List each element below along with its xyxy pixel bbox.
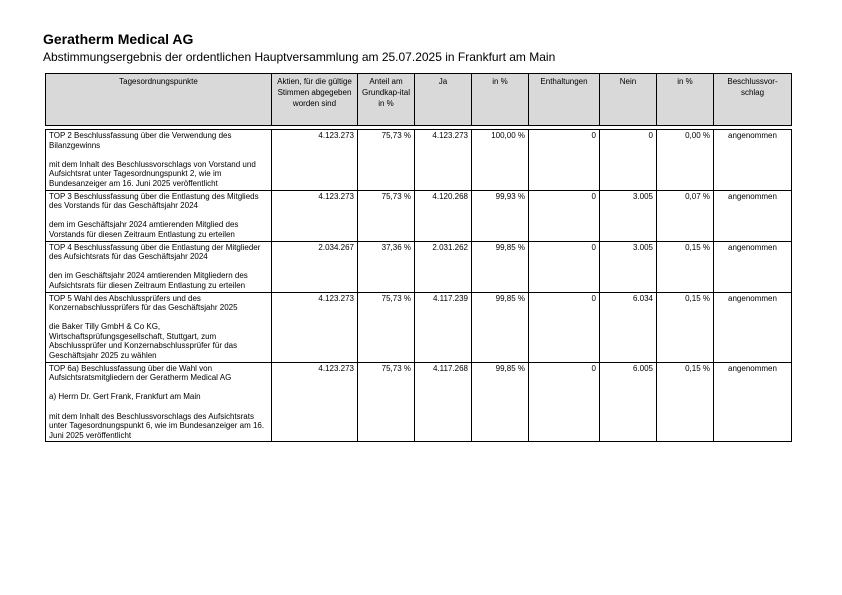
proposal-result-cell: angenommen: [714, 362, 792, 442]
column-header: Beschlussvor-schlag: [714, 74, 792, 126]
no-pct-cell: 0,07 %: [657, 190, 714, 241]
column-header: Tagesordnungspunkte: [46, 74, 272, 126]
capital-pct-cell: 75,73 %: [358, 190, 415, 241]
no-pct-cell: 0,00 %: [657, 130, 714, 191]
abstentions-cell: 0: [529, 190, 600, 241]
column-header: Nein: [600, 74, 657, 126]
abstentions-cell: 0: [529, 130, 600, 191]
capital-pct-cell: 75,73 %: [358, 130, 415, 191]
voting-results-table: [45, 73, 792, 442]
no-cell: 6.034: [600, 292, 657, 362]
yes-cell: 4.117.239: [415, 292, 472, 362]
shares-cell: 4.123.273: [272, 362, 358, 442]
yes-cell: 2.031.262: [415, 241, 472, 292]
abstentions-cell: 0: [529, 292, 600, 362]
no-pct-cell: 0,15 %: [657, 292, 714, 362]
shares-cell: 4.123.273: [272, 130, 358, 191]
document-title: Geratherm Medical AG: [43, 31, 194, 47]
no-pct-cell: 0,15 %: [657, 241, 714, 292]
proposal-result-cell: angenommen: [714, 130, 792, 191]
yes-pct-cell: 99,85 %: [472, 362, 529, 442]
yes-cell: 4.123.273: [415, 130, 472, 191]
no-cell: 6.005: [600, 362, 657, 442]
yes-pct-cell: 99,85 %: [472, 241, 529, 292]
no-pct-cell: 0,15 %: [657, 362, 714, 442]
yes-pct-cell: 100,00 %: [472, 130, 529, 191]
no-cell: 3.005: [600, 190, 657, 241]
shares-cell: 2.034.267: [272, 241, 358, 292]
table-row: [46, 292, 792, 362]
table-row: [46, 190, 792, 241]
yes-pct-cell: 99,93 %: [472, 190, 529, 241]
proposal-result-cell: angenommen: [714, 241, 792, 292]
agenda-item-cell: TOP 6a) Beschlussfassung über die Wahl von Aufsichtsratsmitgliedern der Geratherm Medical AG a) Herrn Dr. Gert Frank, Frankfurt am Main mit dem Inhalt des Beschlussvorschlags des Aufsichtsrats unter Tagesordnungspunkt 6, wie im Bundesanzeiger am 16. Juni 2025 veröffentlicht: [46, 362, 272, 442]
yes-pct-cell: 99,85 %: [472, 292, 529, 362]
no-cell: 3.005: [600, 241, 657, 292]
proposal-result-cell: angenommen: [714, 190, 792, 241]
abstentions-cell: 0: [529, 362, 600, 442]
column-header: Ja: [415, 74, 472, 126]
no-cell: 0: [600, 130, 657, 191]
proposal-result-cell: angenommen: [714, 292, 792, 362]
capital-pct-cell: 75,73 %: [358, 292, 415, 362]
table-header-row: [46, 74, 792, 126]
table-row: [46, 241, 792, 292]
column-header: in %: [657, 74, 714, 126]
column-header: Aktien, für die gültige Stimmen abgegeben worden sind: [272, 74, 358, 126]
column-header: Enthaltungen: [529, 74, 600, 126]
agenda-item-cell: TOP 2 Beschlussfassung über die Verwendung des Bilanzgewinns mit dem Inhalt des Beschlussvorschlags von Vorstand und Aufsichtsrat unter Tagesordnungspunkt 2, wie im Bundesanzeiger am 16. Juni 2025 veröffentlicht: [46, 130, 272, 191]
shares-cell: 4.123.273: [272, 190, 358, 241]
agenda-item-cell: TOP 5 Wahl des Abschlussprüfers und des Konzernabschlussprüfers für das Geschäftsjahr 2025 die Baker Tilly GmbH & Co KG, Wirtschaftsprüfungsgesellschaft, Stuttgart, zum Abschlussprüfer und Konzernabschlussprüfer für das Geschäftsjahr 2025 zu wählen: [46, 292, 272, 362]
agenda-item-cell: TOP 3 Beschlussfassung über die Entlastung des Mitglieds des Vorstands für das Geschäftsjahr 2024 dem im Geschäftsjahr 2024 amtierenden Mitglied des Vorstands für diesen Zeitraum Entlastung zu erteilen: [46, 190, 272, 241]
agenda-item-cell: TOP 4 Beschlussfassung über die Entlastung der Mitglieder des Aufsichtsrats für das Geschäftsjahr 2024 den im Geschäftsjahr 2024 amtierenden Mitgliedern des Aufsichtsrats für diesen Zeitraum Entlastung zu erteilen: [46, 241, 272, 292]
table-row: [46, 130, 792, 191]
document-subtitle: Abstimmungsergebnis der ordentlichen Hauptversammlung am 25.07.2025 in Frankfurt am Main: [43, 50, 556, 64]
table-row: [46, 362, 792, 442]
capital-pct-cell: 37,36 %: [358, 241, 415, 292]
yes-cell: 4.117.268: [415, 362, 472, 442]
abstentions-cell: 0: [529, 241, 600, 292]
column-header: Anteil am Grundkap-ital in %: [358, 74, 415, 126]
shares-cell: 4.123.273: [272, 292, 358, 362]
column-header: in %: [472, 74, 529, 126]
yes-cell: 4.120.268: [415, 190, 472, 241]
capital-pct-cell: 75,73 %: [358, 362, 415, 442]
